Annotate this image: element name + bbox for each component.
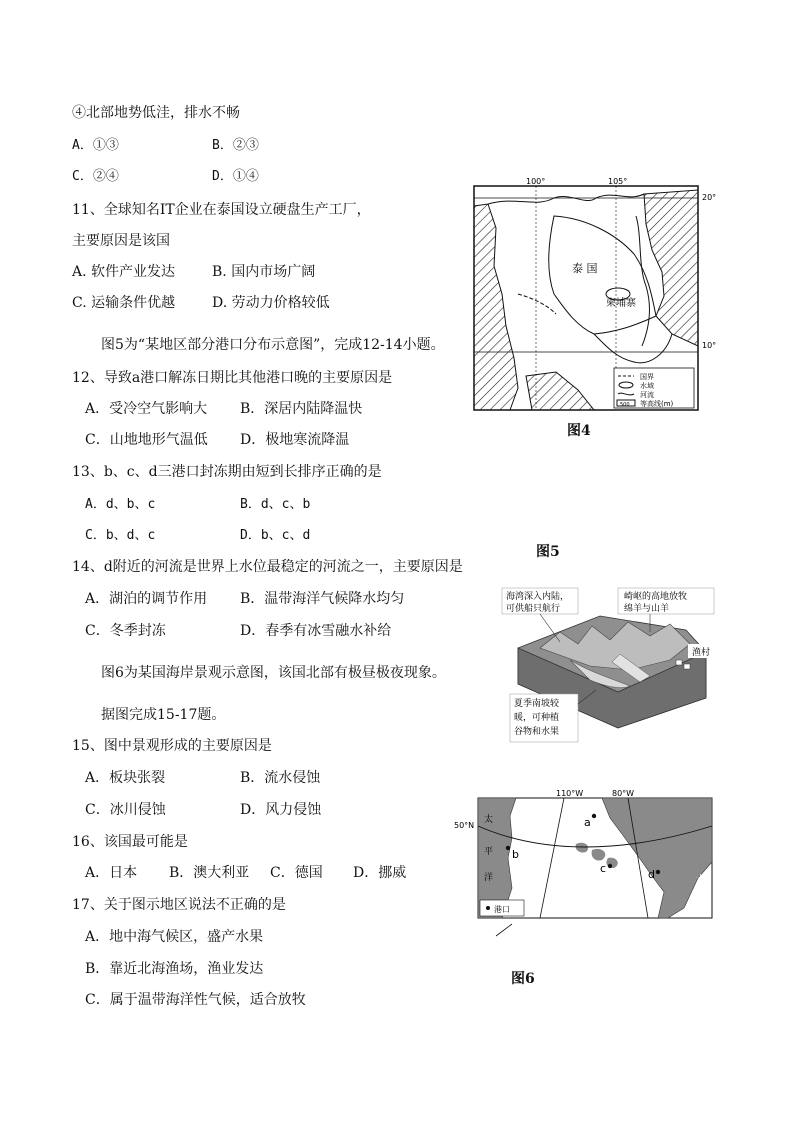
fig6-lat-50: 50°N [454, 821, 475, 830]
q14-choice-a: A．湖泊的调节作用 [85, 591, 208, 607]
figure-4-map [466, 176, 717, 421]
fig5-label-village: 渔村 [692, 648, 711, 658]
figure-6-map [452, 788, 716, 940]
q14-choice-b: B．温带海洋气候降水均匀 [240, 591, 405, 607]
q15-choice-b: B．流水侵蚀 [240, 770, 321, 786]
fig5-label-slope-2: 暖，可种植 [514, 713, 560, 723]
fig6-port-c: c [600, 862, 607, 875]
q15-choice-d: D．风力侵蚀 [240, 802, 322, 818]
coastal-landscape-figure [500, 586, 716, 746]
fig5-label-bay-1: 海湾深入内陆， [506, 592, 570, 602]
fig5-label-slope-3: 谷物和水果 [514, 727, 560, 737]
fig6-atlantic-2: 西 [696, 889, 706, 899]
q12-choice-c: C．山地地形气温低 [85, 432, 208, 448]
fig4-lon-100: 100° [526, 177, 546, 186]
fig4-legend-border: 国界 [640, 373, 654, 381]
fig6-port-a: a [584, 816, 591, 829]
intro-12-14: 图5为“某地区部分港口分布示意图”，完成12-14小题。 [101, 337, 445, 353]
q10-choice-c: C．②④ [72, 169, 119, 184]
q13-choice-d: D．b、c、d [240, 528, 311, 543]
q12-stem: 12、导致a港口解冻日期比其他港口晚的主要原因是 [72, 370, 393, 386]
q16-choice-d: D．挪威 [353, 865, 407, 881]
fig5-label-slope-1: 夏季南坡较 [514, 699, 560, 709]
fig4-lat-20: 20° [702, 193, 717, 202]
q12-choice-d: D．极地寒流降温 [240, 432, 350, 448]
q13-choice-a: A．d、b、c [85, 497, 156, 512]
intro-15-17-line2: 据图完成15-17题。 [101, 707, 226, 723]
fig4-lat-10: 10° [702, 341, 717, 350]
q16-choice-c: C．德国 [270, 865, 323, 881]
q11-stem-line1: 11、全球知名IT企业在泰国设立硬盘生产工厂， [72, 202, 371, 218]
q10-option-4: ④北部地势低洼，排水不畅 [72, 105, 240, 121]
q15-choice-a: A．板块张裂 [85, 770, 166, 786]
fig6-port-d: d [648, 868, 655, 881]
q13-choice-b: B．d、c、b [240, 497, 311, 512]
fig6-pacific-2: 平 [484, 847, 494, 857]
q10-choice-a: A．①③ [72, 138, 119, 153]
q14-choice-d: D．春季有冰雪融水补给 [240, 623, 392, 639]
fig6-atlantic-3: 洋 [696, 903, 706, 913]
q14-choice-c: C．冬季封冻 [85, 623, 166, 639]
q17-choice-b: B．靠近北海渔场，渔业发达 [85, 961, 264, 977]
q14-stem: 14、d附近的河流是世界上水位最稳定的河流之一，主要原因是 [72, 559, 463, 575]
figure-5-caption: 图5 [536, 544, 560, 560]
q17-choice-a: A．地中海气候区，盛产水果 [85, 929, 264, 945]
q16-choice-a: A．日本 [85, 865, 138, 881]
figure-6-caption: 图6 [511, 971, 535, 987]
fig6-pacific-3: 洋 [484, 873, 494, 883]
q13-stem: 13、b、c、d三港口封冻期由短到长排序正确的是 [72, 464, 382, 480]
q11-choice-d: D. 劳动力价格较低 [212, 295, 330, 311]
q17-choice-c: C．属于温带海洋性气候，适合放牧 [85, 992, 306, 1008]
q11-choice-b: B. 国内市场广阔 [212, 264, 316, 280]
fig5-label-highland-1: 崎岖的高地放牧 [624, 592, 688, 602]
fig6-lon-80: 80°W [612, 789, 635, 798]
fig4-legend-contour: 等高线(m) [640, 400, 674, 408]
q10-choice-d: D．①④ [212, 169, 259, 184]
fig6-legend-port: 港口 [494, 905, 510, 914]
q17-stem: 17、关于图示地区说法不正确的是 [72, 897, 286, 913]
q11-stem-line2: 主要原因是该国 [72, 233, 170, 249]
fig5-label-bay-2: 可供船只航行 [506, 604, 561, 614]
fig4-lon-105: 105° [608, 177, 628, 186]
fig6-atlantic-1: 大 [696, 875, 706, 885]
q15-stem: 15、图中景观形成的主要原因是 [72, 738, 272, 754]
q13-choice-c: C．b、d、c [85, 528, 156, 543]
q16-stem: 16、该国最可能是 [72, 834, 188, 850]
q12-choice-b: B．深居内陆降温快 [240, 401, 363, 417]
q12-choice-a: A．受冷空气影响大 [85, 401, 208, 417]
fig4-label-thailand: 泰 国 [572, 262, 598, 275]
fig6-pacific-1: 太 [484, 815, 494, 825]
q11-choice-c: C. 运输条件优越 [72, 295, 176, 311]
q16-choice-b: B．澳大利亚 [169, 865, 250, 881]
figure-4-caption: 图4 [567, 423, 591, 439]
fig4-legend-water: 水域 [640, 382, 654, 390]
fig4-label-cambodia: 柬埔寨 [606, 298, 636, 309]
fig5-label-highland-2: 绵羊与山羊 [624, 604, 670, 614]
fig4-legend-river: 河流 [640, 391, 654, 399]
fig6-lon-110: 110°W [556, 789, 584, 798]
q10-choice-b: B．②③ [212, 138, 259, 153]
fig6-port-b: b [512, 848, 519, 861]
fig4-legend-contour-value: 500 [620, 402, 630, 408]
q11-choice-a: A. 软件产业发达 [72, 264, 176, 280]
intro-15-17-line1: 图6为某国海岸景观示意图，该国北部有极昼极夜现象。 [101, 665, 446, 681]
q15-choice-c: C．冰川侵蚀 [85, 802, 166, 818]
